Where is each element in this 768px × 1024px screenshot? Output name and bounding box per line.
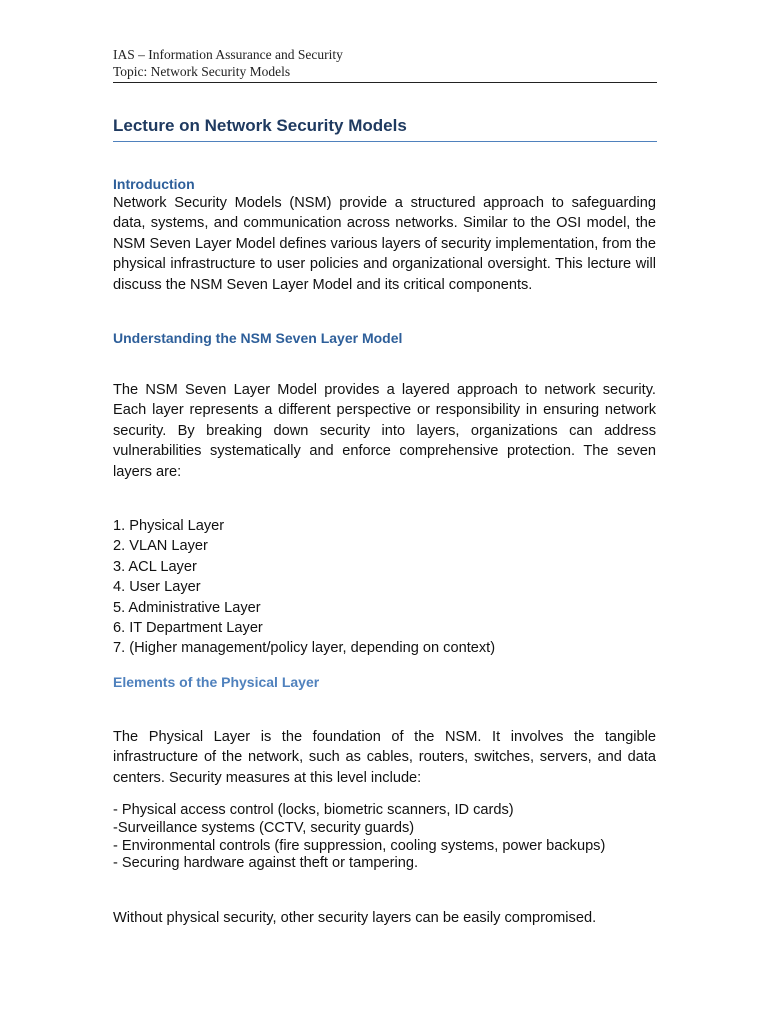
list-item: - Physical access control (locks, biometric scanners, ID cards) xyxy=(113,802,514,818)
security-measures-list xyxy=(113,802,605,873)
list-item: -Surveillance systems (CCTV, security guards) xyxy=(113,819,415,836)
topic-line: Topic: Network Security Models xyxy=(113,64,291,79)
introduction-paragraph: Network Security Models (NSM) provide a structured approach to safeguarding data, systems, and communication across networks. Similar to the OSI model, the NSM Seven Layer Model defines various layers of security implementation, from the physical infrastructure to user policies and organizational oversight. This lecture will discuss the NSM Seven Layer Model and its critical components. xyxy=(113,195,656,293)
introduction-heading: Introduction xyxy=(113,176,195,192)
list-item: 2. VLAN Layer xyxy=(113,538,208,555)
list-item: 3. ACL Layer xyxy=(113,558,197,575)
list-item: 6. IT Department Layer xyxy=(113,620,263,637)
course-title: IAS – Information Assurance and Security xyxy=(113,47,343,62)
list-item: 4. User Layer xyxy=(113,579,201,596)
understanding-paragraph: The NSM Seven Layer Model provides a layered approach to network security. Each layer represents a different perspective or responsibility in ensuring network security. By breaking down security into layers, organizations can address vulnerabilities systematically and enforce comprehensive protection. The seven layers are: xyxy=(113,382,656,480)
layer-list xyxy=(113,516,495,659)
page-title: Lecture on Network Security Models xyxy=(113,116,657,142)
page-header xyxy=(113,46,657,83)
list-item: - Securing hardware against theft or tampering. xyxy=(113,855,419,872)
list-item: 5. Administrative Layer xyxy=(113,599,261,616)
conclusion-paragraph: Without physical security, other security layers can be easily compromised. xyxy=(113,910,597,926)
physical-layer-heading: Elements of the Physical Layer xyxy=(113,674,320,690)
list-item: - Environmental controls (fire suppression, cooling systems, power backups) xyxy=(113,837,606,854)
list-item: 7. (Higher management/policy layer, depending on context) xyxy=(113,640,496,657)
physical-layer-paragraph: The Physical Layer is the foundation of the NSM. It involves the tangible infrastructure of the network, such as cables, routers, switches, servers, and data centers. Security measures at this level include: xyxy=(113,729,656,786)
list-item: 1. Physical Layer xyxy=(113,518,225,534)
understanding-heading: Understanding the NSM Seven Layer Model xyxy=(113,330,403,346)
